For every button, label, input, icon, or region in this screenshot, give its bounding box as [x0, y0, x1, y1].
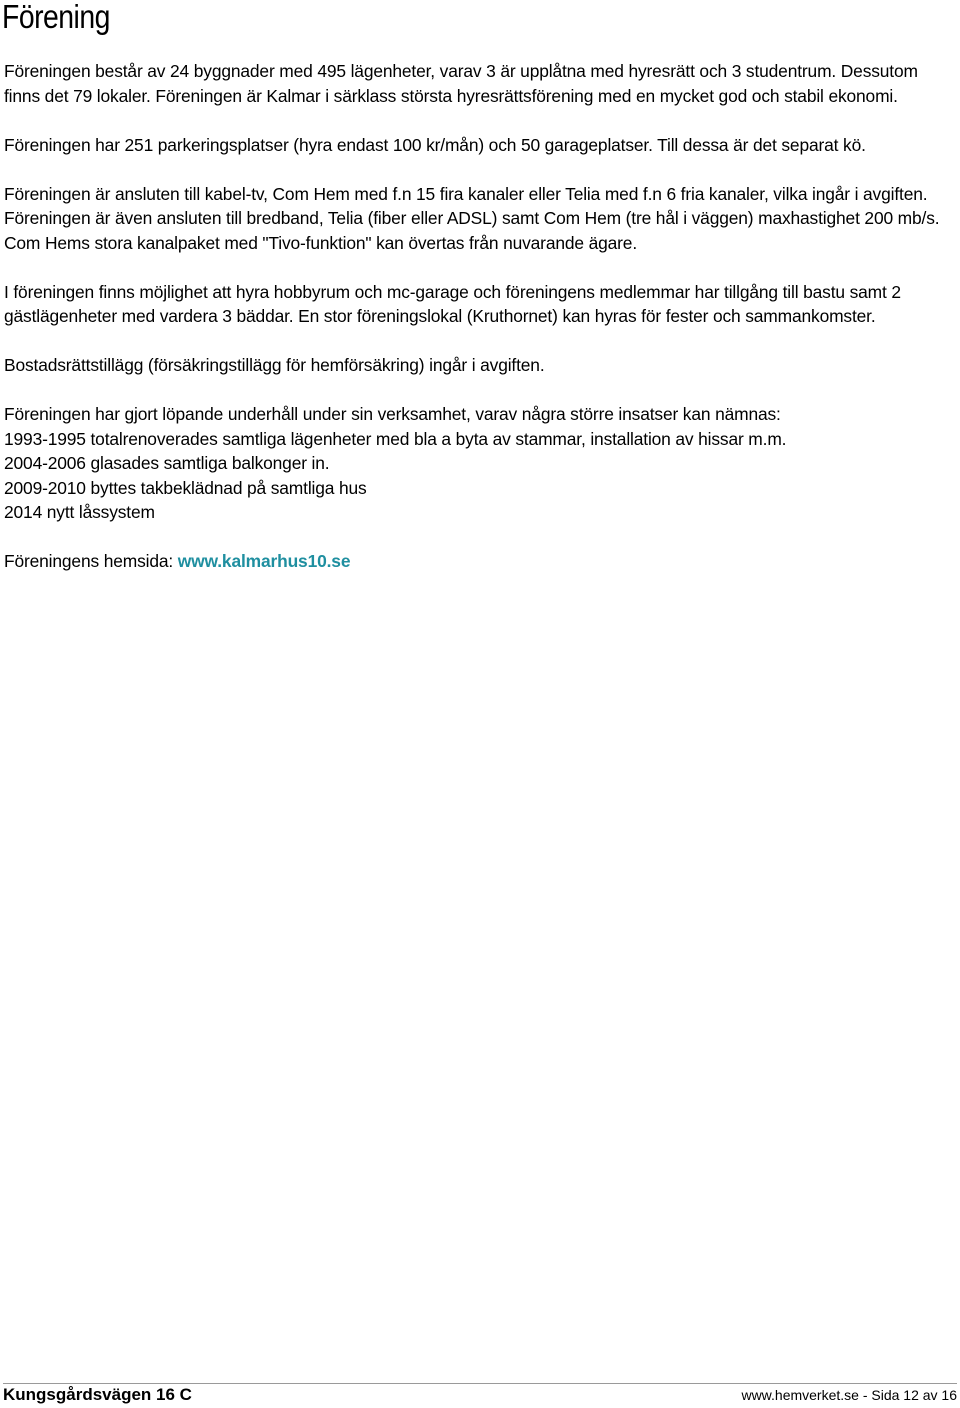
maintenance-item: 2004-2006 glasades samtliga balkonger in. — [4, 453, 330, 473]
paragraph-facilities — [4, 280, 958, 329]
maintenance-item: 2014 nytt låssystem — [4, 502, 155, 522]
website-label: Föreningens hemsida: — [4, 551, 174, 571]
document-body — [4, 59, 958, 598]
paragraph-website — [4, 549, 958, 574]
paragraph-parking — [4, 133, 958, 158]
paragraph-line: Föreningen är ansluten till kabel-tv, Com Hem med f.n 15 fira kanaler eller Telia med f.n 6 fria kanaler, vilka ingår i avgiften. Föreningen är även ansluten till bredband, Telia (fiber eller ADSL) samt Com Hem (tre hål i väggen) maxhastighet 200 mb/s. — [4, 183, 940, 228]
paragraph-line: Föreningen har 251 parkeringsplatser (hyra endast 100 kr/mån) och 50 garageplatser. Till dessa är det separat kö. — [4, 134, 866, 155]
footer-address: Kungsgårdsvägen 16 C — [3, 1385, 192, 1404]
paragraph-line: Com Hems stora kanalpaket med "Tivo-funktion" kan övertas från nuvarande ägare. — [4, 232, 637, 253]
page-title: Förening — [2, 0, 110, 35]
paragraph-maintenance — [4, 402, 958, 525]
paragraph-tv-broadband — [4, 182, 958, 256]
footer-page-info: www.hemverket.se - Sida 12 av 16 — [741, 1387, 957, 1403]
paragraph-organization — [4, 59, 958, 108]
maintenance-item: 1993-1995 totalrenoverades samtliga lägenheter med bla a byta av stammar, installation av hissar m.m. — [4, 428, 787, 449]
maintenance-intro: Föreningen har gjort löpande underhåll under sin verksamhet, varav några större insatser kan nämnas: — [4, 404, 781, 424]
paragraph-line: I föreningen finns möjlighet att hyra hobbyrum och mc-garage och föreningens medlemmar har tillgång till bastu samt 2 gästlägenheter med vardera 3 bäddar. En stor föreningslokal (Kruthornet) kan hyras för fester och sammankomster. — [4, 281, 901, 326]
paragraph-line: Bostadsrättstillägg (försäkringstillägg för hemförsäkring) ingår i avgiften. — [4, 355, 545, 375]
maintenance-item: 2009-2010 byttes takbeklädnad på samtliga hus — [4, 477, 367, 498]
website-link[interactable]: www.kalmarhus10.se — [177, 551, 351, 571]
paragraph-line: Föreningen består av 24 byggnader med 495 lägenheter, varav 3 är upplåtna med hyresrätt och 3 studentrum. Dessutom finns det 79 lokaler. Föreningen är Kalmar i särklass största hyresrättsförening med en mycket god och stabil ekonomi. — [4, 61, 918, 106]
paragraph-insurance — [4, 353, 958, 378]
